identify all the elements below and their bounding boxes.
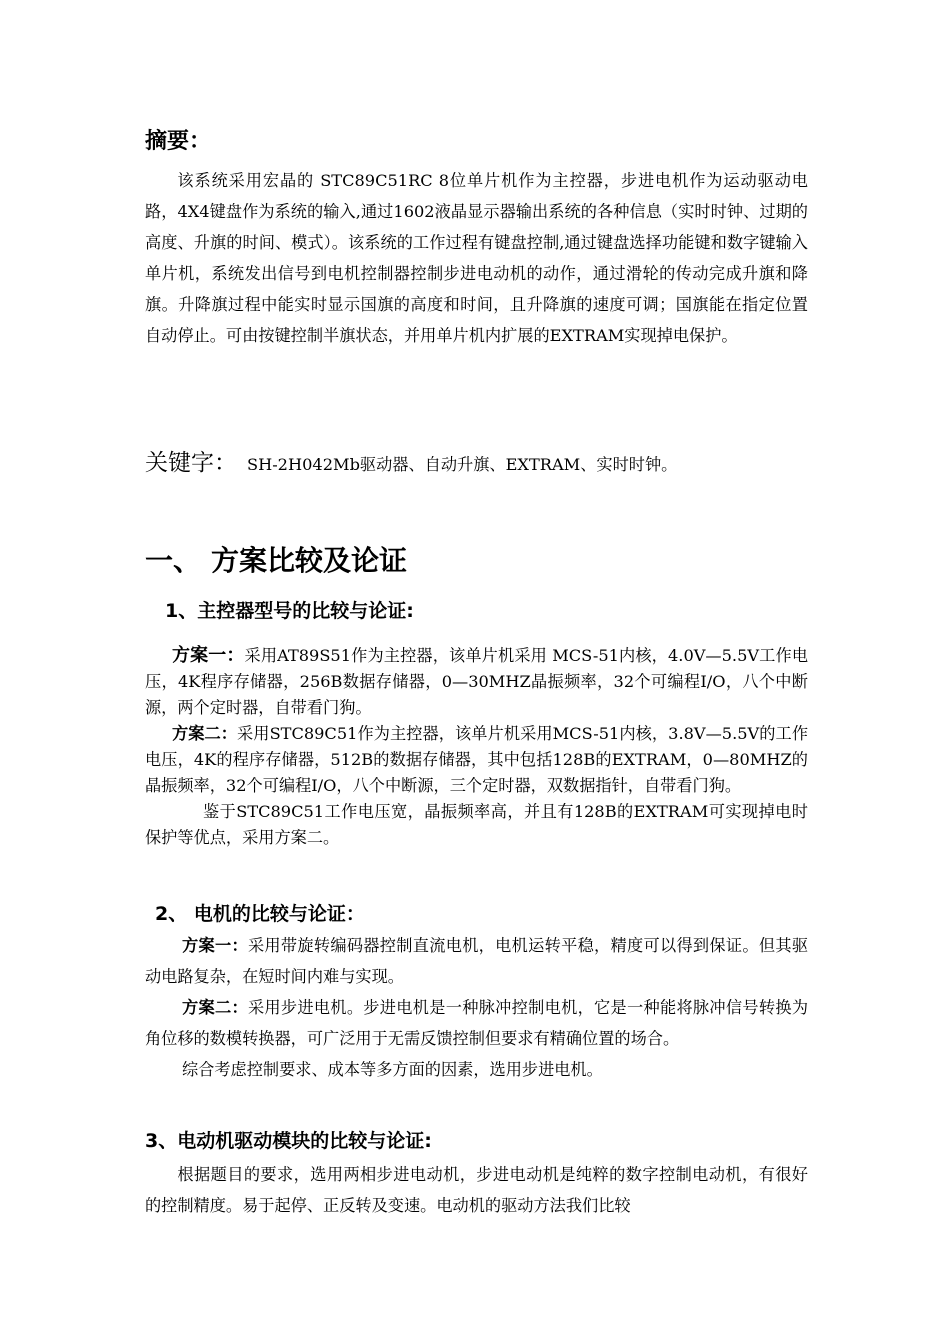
subsection-2-heading: 2、 电机的比较与论证： — [155, 903, 365, 925]
keywords-line — [145, 444, 677, 477]
section-heading — [145, 539, 407, 579]
abstract-text: 该系统采用宏晶的 STC89C51RC 8位单片机作为主控器，步进电机作为运动驱动电路，4X4键盘作为系统的输入,通过1602液晶显示器输出系统的各种信息（实时时钟、过期的高度、升旗的时间、模式）。该系统的工作过程有键盘控制,通过键盘选择功能键和数字键输入单片机，系统发出信号到电机控制器控制步进电动机的动作，通过滑轮的传动完成升旗和降旗。升降旗过程中能实时显示国旗的高度和时间，且升降旗的速度可调；国旗能在指定位置自动停止。可由按键控制半旗状态，并用单片机内扩展的EXTRAM实现掉电保护。 — [145, 171, 808, 345]
plan-conclusion: 鉴于STC89C51工作电压宽，晶振频率高，并且有128B的EXTRAM可实现掉电时保护等优点，采用方案二。 — [145, 802, 808, 847]
motor-plan-2-label: 方案二： — [182, 998, 248, 1017]
keywords-text: SH-2H042Mb驱动器、自动升旗、EXTRAM、实时时钟。 — [247, 455, 678, 474]
plan-1-paragraph — [145, 643, 808, 721]
motor-plan-2-paragraph — [145, 992, 808, 1054]
subsection-2-body — [145, 930, 808, 1085]
subsection-3-body — [145, 1159, 808, 1221]
plan-2-text: 采用STC89C51作为主控器，该单片机采用MCS-51内核，3.8V—5.5V的工作电压，4K的程序存储器，512B的数据存储器，其中包括128B的EXTRAM，0—80MHZ的晶振频率，32个可编程I/O，八个中断源，三个定时器，双数据指针，自带看门狗。 — [145, 724, 809, 795]
motor-plan-1-text: 采用带旋转编码器控制直流电机，电机运转平稳，精度可以得到保证。但其驱动电路复杂，在短时间内难与实现。 — [145, 936, 809, 986]
keywords-label: 关键字： — [145, 450, 237, 476]
plan-1-label: 方案一： — [172, 645, 245, 666]
subsection-1-body — [145, 643, 808, 851]
plan-2-label: 方案二： — [172, 724, 238, 743]
subsection-1-heading: 1、主控器型号的比较与论证: — [165, 600, 414, 622]
motor-plan-1-label: 方案一： — [182, 936, 248, 955]
plan-1-text: 采用AT89S51作为主控器，该单片机采用 MCS-51内核，4.0V—5.5V工作电压，4K程序存储器，256B数据存储器，0—30MHZ晶振频率，32个可编程I/O，八个中断源，两个定时器，自带看门狗。 — [145, 646, 809, 717]
section-number: 一、 — [145, 544, 202, 577]
motor-plan-2-text: 采用步进电机。步进电机是一种脉冲控制电机，它是一种能将脉冲信号转换为角位移的数模转换器，可广泛用于无需反馈控制但要求有精确位置的场合。 — [145, 998, 809, 1048]
abstract-heading: 摘要： — [145, 129, 212, 154]
driver-text: 根据题目的要求，选用两相步进电动机，步进电动机是纯粹的数字控制电动机，有很好的控制精度。易于起停、正反转及变速。电动机的驱动方法我们比较 — [145, 1165, 808, 1215]
plan-2-paragraph — [145, 721, 808, 799]
abstract-body — [145, 165, 808, 351]
motor-plan-1-paragraph — [145, 930, 808, 992]
section-title: 方案比较及论证 — [211, 544, 408, 577]
motor-conclusion: 综合考虑控制要求、成本等多方面的因素，选用步进电机。 — [182, 1060, 603, 1079]
subsection-3-heading: 3、电动机驱动模块的比较与论证: — [145, 1130, 432, 1152]
